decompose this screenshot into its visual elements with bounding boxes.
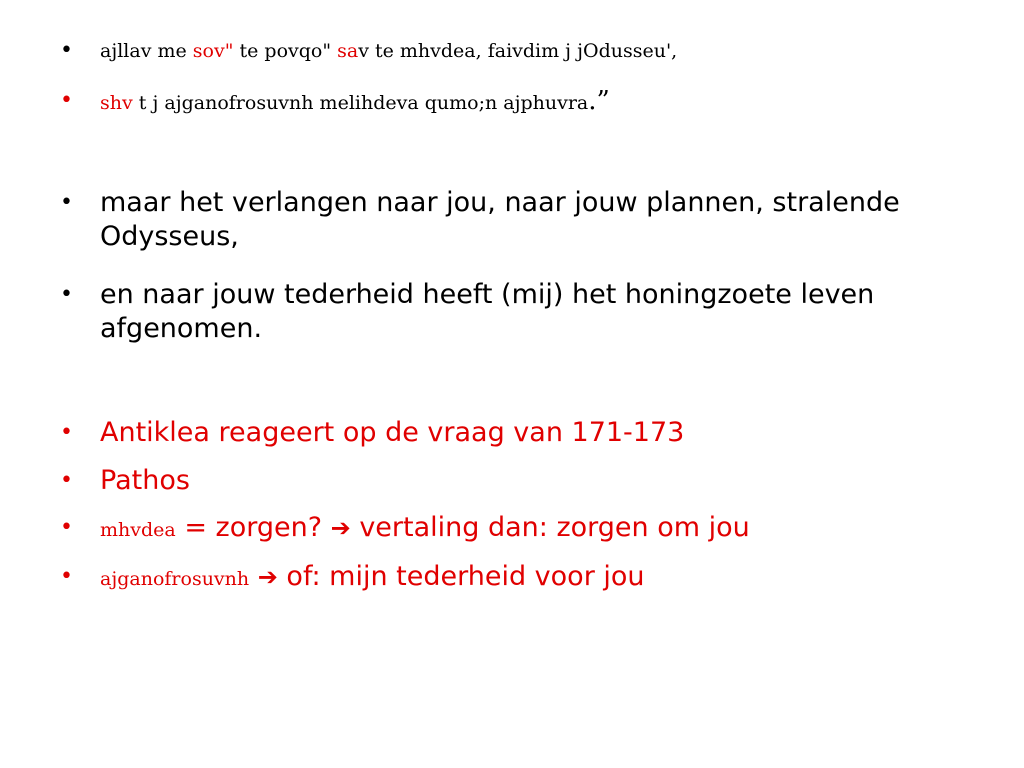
note-text (100, 511, 964, 547)
bullet: • (60, 282, 73, 307)
note-text-part: vertaling dan: zorgen om jou (350, 512, 750, 543)
note-text (100, 560, 964, 596)
greek-line-1-text (100, 38, 964, 64)
bullet: • (60, 468, 73, 493)
greek-text-red: sov" (192, 40, 234, 62)
greek-text-red: sa (337, 40, 359, 62)
greek-text: ajllav me (100, 40, 193, 62)
greek-text-red: shv (100, 92, 133, 114)
bullet: • (60, 88, 73, 113)
greek-term: ajganofrosuvnh (100, 568, 250, 590)
note-text: Antiklea reageert op de vraag van 171-173 (100, 417, 685, 448)
bullet: • (60, 38, 73, 63)
translation-text: en naar jouw tederheid heeft (mij) het honingzoete leven afgenomen. (100, 279, 875, 344)
note-text-part: of: mijn tederheid voor jou (277, 561, 645, 592)
note-text: Pathos (100, 465, 190, 496)
arrow-right-icon: ➔ (330, 514, 351, 542)
note-4 (60, 560, 964, 596)
note-3 (60, 511, 964, 547)
arrow-right-icon: ➔ (257, 563, 278, 591)
bullet: • (60, 564, 73, 589)
translation-line-2 (60, 278, 964, 346)
greek-line-2 (60, 88, 964, 116)
note-1 (60, 416, 964, 450)
greek-text: te povqo" (233, 40, 338, 62)
translation-line-1 (60, 186, 964, 254)
note-text-part: = zorgen? (175, 512, 331, 543)
greek-line-2-text (100, 88, 964, 116)
greek-line-1 (60, 38, 964, 64)
greek-text: t j ajganofrosuvnh melihdeva qumo;n ajphuvra (132, 92, 589, 114)
greek-term: mhvdea (100, 519, 176, 541)
bullet: • (60, 515, 73, 540)
greek-text: v te mhvdea, faivdim j jOdusseu', (358, 40, 678, 62)
bullet: • (60, 190, 73, 215)
translation-text: maar het verlangen naar jou, naar jouw plannen, stralende Odysseus, (100, 187, 900, 252)
bullet: • (60, 420, 73, 445)
note-2 (60, 464, 964, 498)
closing-quote: .” (588, 86, 610, 116)
